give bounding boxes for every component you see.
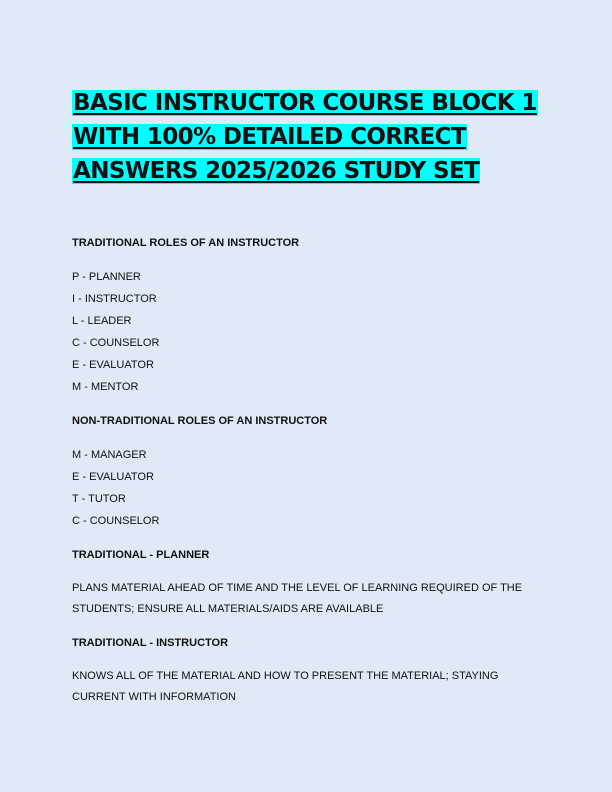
section-non-traditional-roles (72, 414, 540, 528)
section-paragraph: PLANS MATERIAL AHEAD OF TIME AND THE LEVEL OF LEARNING REQUIRED OF THE STUDENTS; ENSURE ALL MATERIALS/AIDS ARE AVAILABLE (72, 582, 523, 615)
list-item: P - PLANNER (72, 271, 141, 283)
list-item: E - EVALUATOR (72, 359, 154, 371)
list-item: I - INSTRUCTOR (72, 293, 157, 305)
list-item: E - EVALUATOR (72, 471, 154, 483)
list-item: M - MENTOR (72, 381, 139, 393)
list-item: T - TUTOR (72, 493, 126, 505)
section-heading: TRADITIONAL ROLES OF AN INSTRUCTOR (72, 237, 300, 249)
section-heading: TRADITIONAL - INSTRUCTOR (72, 637, 229, 649)
list-item: M - MANAGER (72, 449, 147, 461)
roles-list (72, 448, 540, 528)
section-heading: NON-TRADITIONAL ROLES OF AN INSTRUCTOR (72, 415, 328, 427)
title-line: ANSWERS 2025/2026 STUDY SET (73, 158, 480, 184)
list-item: L - LEADER (72, 315, 132, 327)
section-paragraph: KNOWS ALL OF THE MATERIAL AND HOW TO PRESENT THE MATERIAL; STAYING CURRENT WITH INFORMATION (72, 670, 499, 703)
list-item: C - COUNSELOR (72, 515, 160, 527)
section-traditional-roles (72, 236, 540, 394)
roles-list (72, 270, 540, 394)
section-traditional-planner (72, 548, 540, 620)
title-line: WITH 100% DETAILED CORRECT (73, 124, 466, 150)
section-traditional-instructor (72, 636, 540, 708)
document-title (72, 86, 540, 188)
list-item: C - COUNSELOR (72, 337, 160, 349)
section-heading: TRADITIONAL - PLANNER (72, 549, 210, 561)
title-line: BASIC INSTRUCTOR COURSE BLOCK 1 (73, 90, 537, 116)
